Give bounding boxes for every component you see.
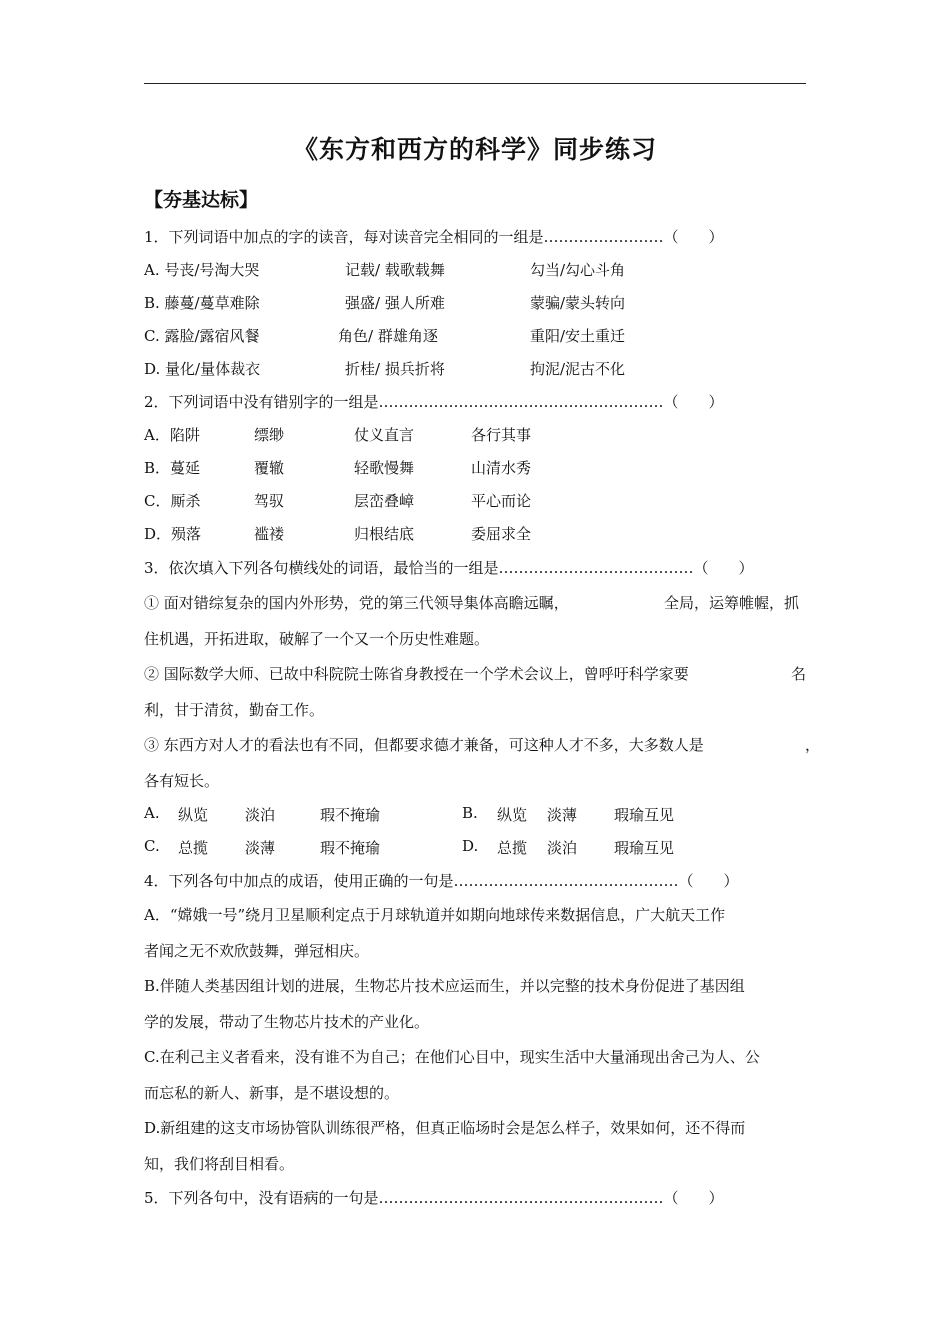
q4-option-d-line2: 知，我们将刮目相看。 [144,1155,295,1173]
q3-option-d-word1: 总揽 [497,839,528,857]
q1-option-c-col2: 角色/ 群雄角逐 [338,327,438,345]
q1-stem: 1．下列词语中加点的字的读音，每对读音完全相同的一组是……………………（ ） [144,228,724,246]
q2-option-d-col4: 委屈求全 [471,525,532,543]
q2-option-b-col4: 山清水秀 [471,459,532,477]
q4-option-c-line1: C.在利己主义者看来，没有谁不为自己；在他们心目中，现实生活中大量涌现出舍己为人、公 [144,1048,760,1066]
q2-option-a-col3: 仗义直言 [354,426,415,444]
q2-option-d-col1: D．殒落 [144,525,202,543]
q3-option-c-letter: C. [144,837,160,855]
q3-option-a-word1: 纵览 [178,806,209,824]
q1-option-b-col3: 蒙骗/蒙头转向 [530,294,626,312]
q2-option-c-col3: 层峦叠嶂 [354,492,415,510]
q2-option-b-col1: B．蔓延 [144,459,201,477]
q1-option-d-col2: 折桂/ 损兵折将 [345,360,445,378]
q3-option-c-word2: 淡薄 [245,839,276,857]
q3-option-a-word3: 瑕不掩瑜 [320,806,381,824]
q3-sentence1-part3: 住机遇，开拓进取，破解了一个又一个历史性难题。 [144,630,490,648]
q2-option-d-col3: 归根结底 [354,525,415,543]
header-rule [144,83,806,84]
q3-option-c-word3: 瑕不掩瑜 [320,839,381,857]
q2-option-c-col4: 平心而论 [471,492,532,510]
q3-option-b-letter: B. [462,804,478,822]
q2-option-a-col1: A．陷阱 [144,426,200,444]
q3-sentence2-part3: 利，甘于清贫，勤奋工作。 [144,701,325,719]
q2-option-a-col2: 缥缈 [254,426,285,444]
q4-option-a-line2: 者闻之无不欢欣鼓舞，弹冠相庆。 [144,942,370,960]
q2-option-c-col1: C．厮杀 [144,492,201,510]
q1-option-b-col2: 强盛/ 强人所难 [345,294,445,312]
q2-option-c-col2: 驾驭 [254,492,285,510]
q2-stem: 2．下列词语中没有错别字的一组是…………………………………………………（ ） [144,393,724,411]
q2-option-d-col2: 褴褛 [254,525,285,543]
q4-stem: 4．下列各句中加点的成语，使用正确的一句是………………………………………（ ） [144,872,739,890]
q1-option-a-col3: 勾当/勾心斗角 [530,261,626,279]
q4-option-b-line1: B.伴随人类基因组计划的进展，生物芯片技术应运而生，并以完整的技术身份促进了基因组 [144,977,745,995]
q3-option-b-word3: 瑕瑜互见 [614,806,675,824]
section-heading: 【夯基达标】 [144,189,259,211]
q3-sentence1-part1: ① 面对错综复杂的国内外形势，党的第三代领导集体高瞻远瞩， [144,594,569,612]
q1-option-d-col1: D. 量化/量体裁衣 [144,360,261,378]
q3-option-c-word1: 总揽 [178,839,209,857]
q4-option-d-line1: D.新组建的这支市场协管队训练很严格，但真正临场时会是怎么样子，效果如何，还不得而 [144,1119,746,1137]
q4-option-b-line2: 学的发展，带动了生物芯片技术的产业化。 [144,1013,430,1031]
q2-option-a-col4: 各行其事 [471,426,532,444]
q3-stem: 3．依次填入下列各句横线处的词语，最恰当的一组是…………………………………（ ） [144,559,754,577]
q1-option-a-col1: A. 号丧/号淘大哭 [144,261,260,279]
q1-option-d-col3: 拘泥/泥古不化 [530,360,626,378]
q1-option-c-col1: C. 露脸/露宿风餐 [144,327,260,345]
q3-option-b-word1: 纵览 [497,806,528,824]
q3-sentence3-part1: ③ 东西方对人才的看法也有不同，但都要求德才兼备，可这种人才不多，大多数人是 [144,736,704,754]
q3-sentence2-part1: ② 国际数学大师、已故中科院院士陈省身教授在一个学术会议上，曾呼吁科学家要 [144,665,689,683]
q4-option-c-line2: 而忘私的新人、新事，是不堪设想的。 [144,1084,400,1102]
q1-option-b-col1: B. 藤蔓/蔓草难除 [144,294,260,312]
q3-sentence3-part3: 各有短长。 [144,772,220,790]
q3-option-a-word2: 淡泊 [245,806,276,824]
document-title: 《东方和西方的科学》同步练习 [292,135,657,164]
q3-option-a-letter: A. [144,804,160,822]
q4-option-a-line1: A．“嫦娥一号”绕月卫星顺利定点于月球轨道并如期向地球传来数据信息，广大航天工作 [144,906,726,924]
q2-option-b-col3: 轻歌慢舞 [354,459,415,477]
q3-sentence2-part2: 名 [791,665,807,683]
q5-stem: 5．下列各句中，没有语病的一句是…………………………………………………（ ） [144,1189,724,1207]
q2-option-b-col2: 覆辙 [254,459,285,477]
q3-sentence1-part2: 全局，运筹帷幄，抓 [664,594,800,612]
q3-option-b-word2: 淡薄 [547,806,578,824]
q1-option-c-col3: 重阳/安土重迁 [530,327,626,345]
q3-option-d-word3: 瑕瑜互见 [614,839,675,857]
q1-option-a-col2: 记载/ 载歌载舞 [345,261,445,279]
q3-option-d-letter: D. [462,837,479,855]
q3-option-d-word2: 淡泊 [547,839,578,857]
q3-sentence3-part2: ， [805,736,821,754]
